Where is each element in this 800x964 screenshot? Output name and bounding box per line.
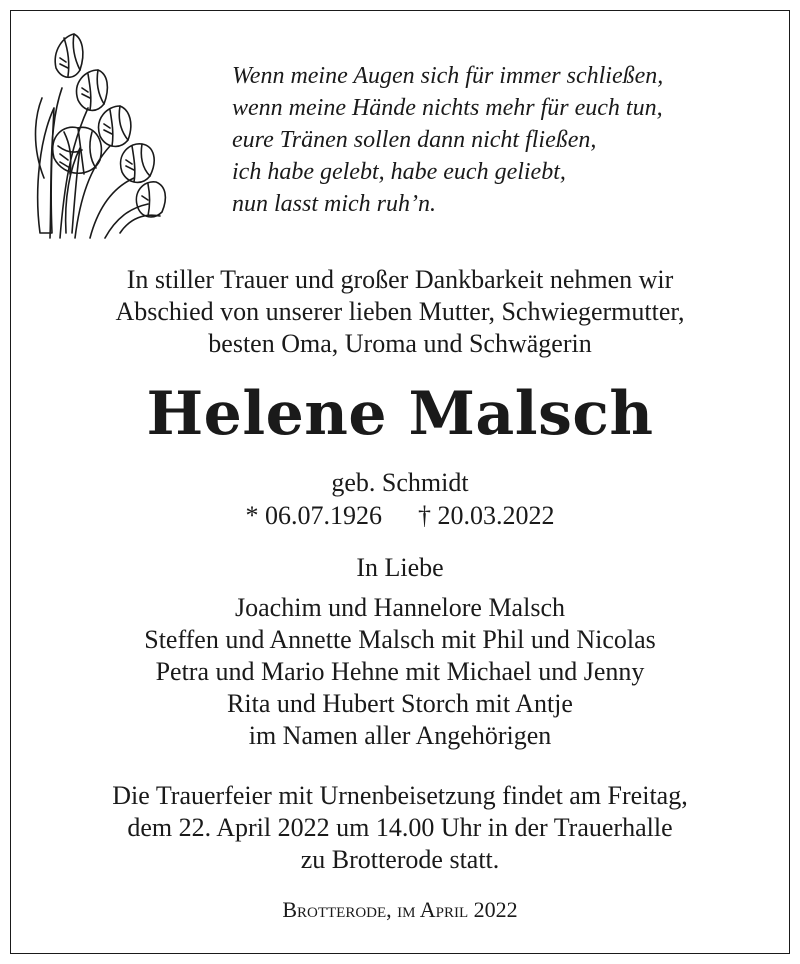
place-date: Brotterode, im April 2022 (282, 897, 518, 922)
intro-text (0, 264, 800, 360)
ceremony-line: dem 22. April 2022 um 14.00 Uhr in der Trauerhalle (127, 813, 673, 842)
death-date: † 20.03.2022 (418, 501, 555, 530)
poem-line: ich habe gelebt, habe euch geliebt, (232, 159, 566, 185)
mourner-line: Steffen und Annette Malsch mit Phil und Nicolas (144, 625, 656, 654)
mourners-heading: In Liebe (356, 553, 444, 582)
mourner-line: Joachim und Hannelore Malsch (235, 593, 565, 622)
tulip-bouquet-icon (30, 28, 170, 240)
mourner-line: Rita und Hubert Storch mit Antje (227, 689, 573, 718)
birth-name: geb. Schmidt (331, 468, 469, 497)
poem-line: wenn meine Hände nichts mehr für euch tun, (232, 95, 663, 121)
intro-line: In stiller Trauer und großer Dankbarkeit nehmen wir (126, 265, 674, 294)
intro-line: Abschied von unserer lieben Mutter, Schwiegermutter, (115, 297, 685, 326)
mourners-list (0, 592, 800, 752)
mourner-line: im Namen aller Angehörigen (248, 721, 552, 750)
deceased-name: Helene Malsch (146, 379, 654, 449)
mourner-line: Petra und Mario Hehne mit Michael und Jenny (155, 657, 645, 686)
ceremony-line: zu Brotterode statt. (300, 845, 500, 874)
ceremony-info (0, 780, 800, 876)
poem-line: Wenn meine Augen sich für immer schließen, (232, 63, 664, 89)
poem-line: nun lasst mich ruh’n. (232, 191, 436, 217)
life-dates (0, 500, 800, 532)
intro-line: besten Oma, Uroma und Schwägerin (208, 329, 592, 358)
ceremony-line: Die Trauerfeier mit Urnenbeisetzung findet am Freitag, (112, 781, 688, 810)
poem (232, 60, 772, 220)
birth-date: * 06.07.1926 (245, 501, 382, 530)
poem-line: eure Tränen sollen dann nicht fließen, (232, 127, 597, 153)
